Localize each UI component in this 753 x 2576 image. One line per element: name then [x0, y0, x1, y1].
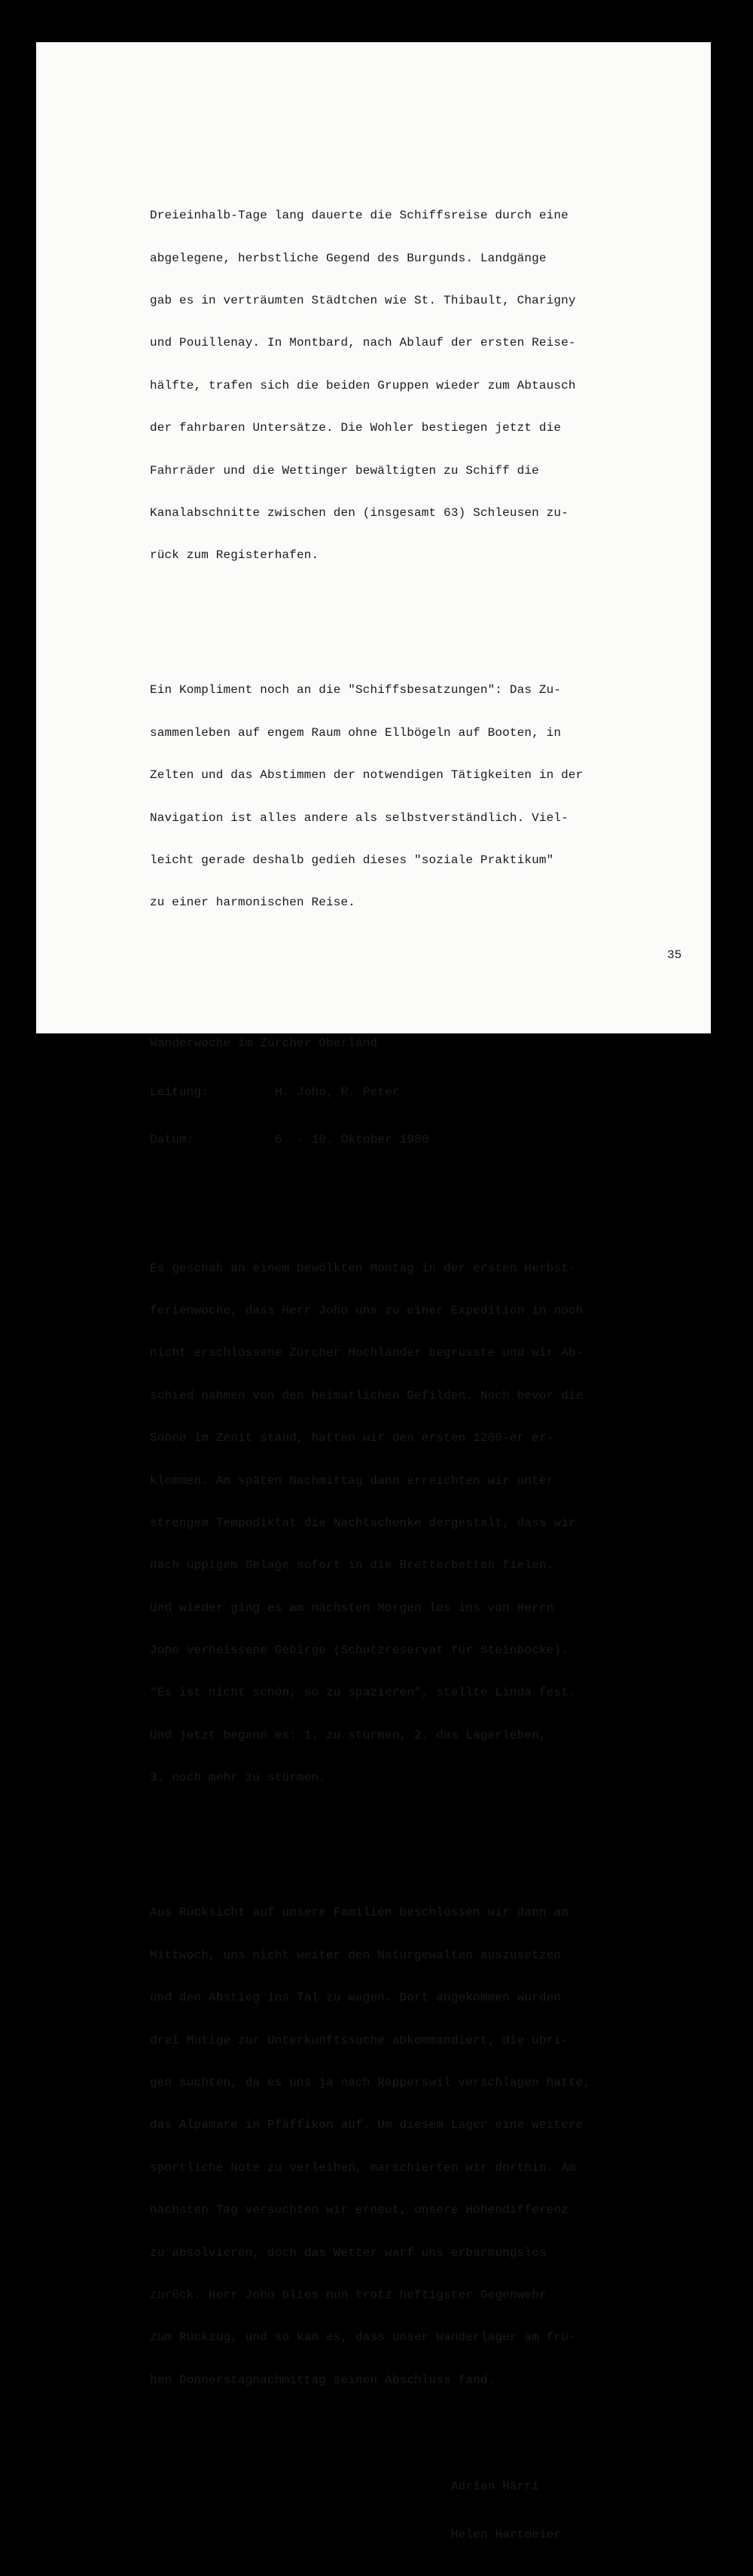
text-line: hen Donnerstagnachmittag seinen Abschluss fand. — [150, 2373, 495, 2387]
text-line: sportliche Note zu verleihen, marschierten wir dorthin. Am — [150, 2160, 576, 2175]
text-line: gab es in verträumten Städtchen wie St. Thibault, Charigny — [150, 293, 576, 307]
signature-author-1: Adrian Härri — [451, 2480, 540, 2494]
text-line: Aus Rücksicht auf unsere Familien beschlossen wir dann am — [150, 1906, 569, 1920]
text-line: zum Rückzug, und so kam es, dass unser Wanderlager am frü- — [150, 2330, 576, 2345]
datum-value: 6. - 10. Oktober 1980 — [275, 1133, 429, 1146]
signature-author-2: Helen Hartmeier — [451, 2527, 562, 2541]
text-line: klommen. Am späten Nachmittag dann erreichten wir unter — [150, 1473, 554, 1488]
text-line: schied nahmen von den heimatlichen Gefilden. Noch bevor die — [150, 1388, 584, 1402]
text-line: Fahrräder und die Wettinger bewältigten zu Schiff die — [150, 463, 539, 478]
text-line: 3. noch mehr zu stürmen. — [150, 1771, 327, 1785]
paragraph-4 — [150, 1878, 662, 2416]
text-line: leicht gerade deshalb gedieh dieses "soziale Praktikum" — [150, 853, 554, 868]
text-line: Sonne im Zenit stand, hatten wir den ersten 1200-er er- — [150, 1431, 554, 1445]
text-line: Und jetzt begann es: 1. zu stürmen, 2. das Lagerleben, — [150, 1728, 547, 1742]
text-line: Kanalabschnitte zwischen den (insgesamt 63) Schleusen zu- — [150, 505, 569, 520]
text-line: Dreieinhalb-Tage lang dauerte die Schiffsreise durch eine — [150, 209, 569, 223]
leitung-value: H. Joho, R. Peter — [275, 1085, 400, 1100]
text-line: Joho verheissene Gebirge (Schutzreservat für Steinböcke). — [150, 1644, 569, 1658]
text-line: und den Abstieg ins Tal zu wagen. Dort angekommen wurden — [150, 1991, 562, 2005]
text-line: abgelegene, herbstliche Gegend des Burgunds. Landgänge — [150, 251, 547, 265]
text-line: gen suchten, da es uns ja nach Rapperswil verschlagen hatte, — [150, 2076, 591, 2089]
text-line: ferienwoche, dass Herr Joho uns zu einer Expedition in noch — [150, 1303, 584, 1317]
text-line: hälfte, trafen sich die beiden Gruppen wieder zum Abtausch — [150, 378, 576, 392]
datum-label: Datum: — [150, 1133, 194, 1146]
text-line: nach üppigem Gelage sofort in die Bretterbetten fielen. — [150, 1558, 554, 1573]
paragraph-2 — [150, 655, 662, 939]
text-line: Es geschah an einem bewölkten Montag in der ersten Herbst- — [150, 1261, 576, 1275]
text-line: zu absolvieren, doch das Wetter warf uns erbarmungslos — [150, 2245, 547, 2260]
datum-row — [150, 1133, 662, 1152]
text-line: und Pouillenay. In Montbard, nach Ablauf der ersten Reise- — [150, 336, 576, 350]
text-line: sammenleben auf engem Raum ohne Ellbögeln auf Booten, in — [150, 725, 562, 740]
text-line: rück zum Registerhafen. — [150, 548, 319, 563]
text-line: das Alpamare in Pfäffikon auf. Um diesem Lager eine weitere — [150, 2118, 584, 2132]
text-line: zu einer harmonischen Reise. — [150, 896, 356, 910]
text-line: Mittwoch, uns nicht weiter den Naturgewalten auszusetzen — [150, 1948, 562, 1962]
text-line: Zelten und das Abstimmen der notwendigen Tätigkeiten in der — [150, 768, 584, 783]
paragraph-1 — [150, 181, 662, 591]
text-line: drei Mutige zur Unterkunftssuche abkommandiert, die übri- — [150, 2033, 569, 2047]
leitung-label: Leitung: — [150, 1085, 209, 1100]
section-title: Wanderwoche im Zürcher Oberland — [150, 1036, 378, 1050]
text-line: Und wieder ging es am nächsten Morgen los ins von Herrn — [150, 1601, 554, 1615]
text-line: strengem Tempodiktat die Nachtschenke dergestalt, dass wir — [150, 1515, 576, 1530]
text-line: Ein Kompliment noch an die "Schiffsbesatzungen": Das Zu- — [150, 683, 562, 697]
paragraph-3 — [150, 1233, 662, 1814]
text-line: Navigation ist alles andere als selbstverständlich. Viel- — [150, 810, 569, 825]
text-line: zurück. Herr Joho blies nun trotz heftigster Gegenwehr — [150, 2288, 547, 2302]
text-line: "Es ist nicht schön, so zu spazieren", stellte Linda fest. — [150, 1686, 576, 1700]
body-text — [150, 152, 662, 2576]
page-number: 35 — [667, 948, 682, 962]
leitung-row — [150, 1085, 662, 1104]
text-line: der fahrbaren Untersätze. Die Wohler bestiegen jetzt die — [150, 421, 562, 435]
text-line: nicht erschlossene Zürcher Hochländer begrüsste und wir Ab- — [150, 1346, 584, 1360]
document-page — [36, 42, 711, 2541]
text-line: nächsten Tag versuchten wir erneut, unsere Höhendifferenz — [150, 2203, 569, 2217]
